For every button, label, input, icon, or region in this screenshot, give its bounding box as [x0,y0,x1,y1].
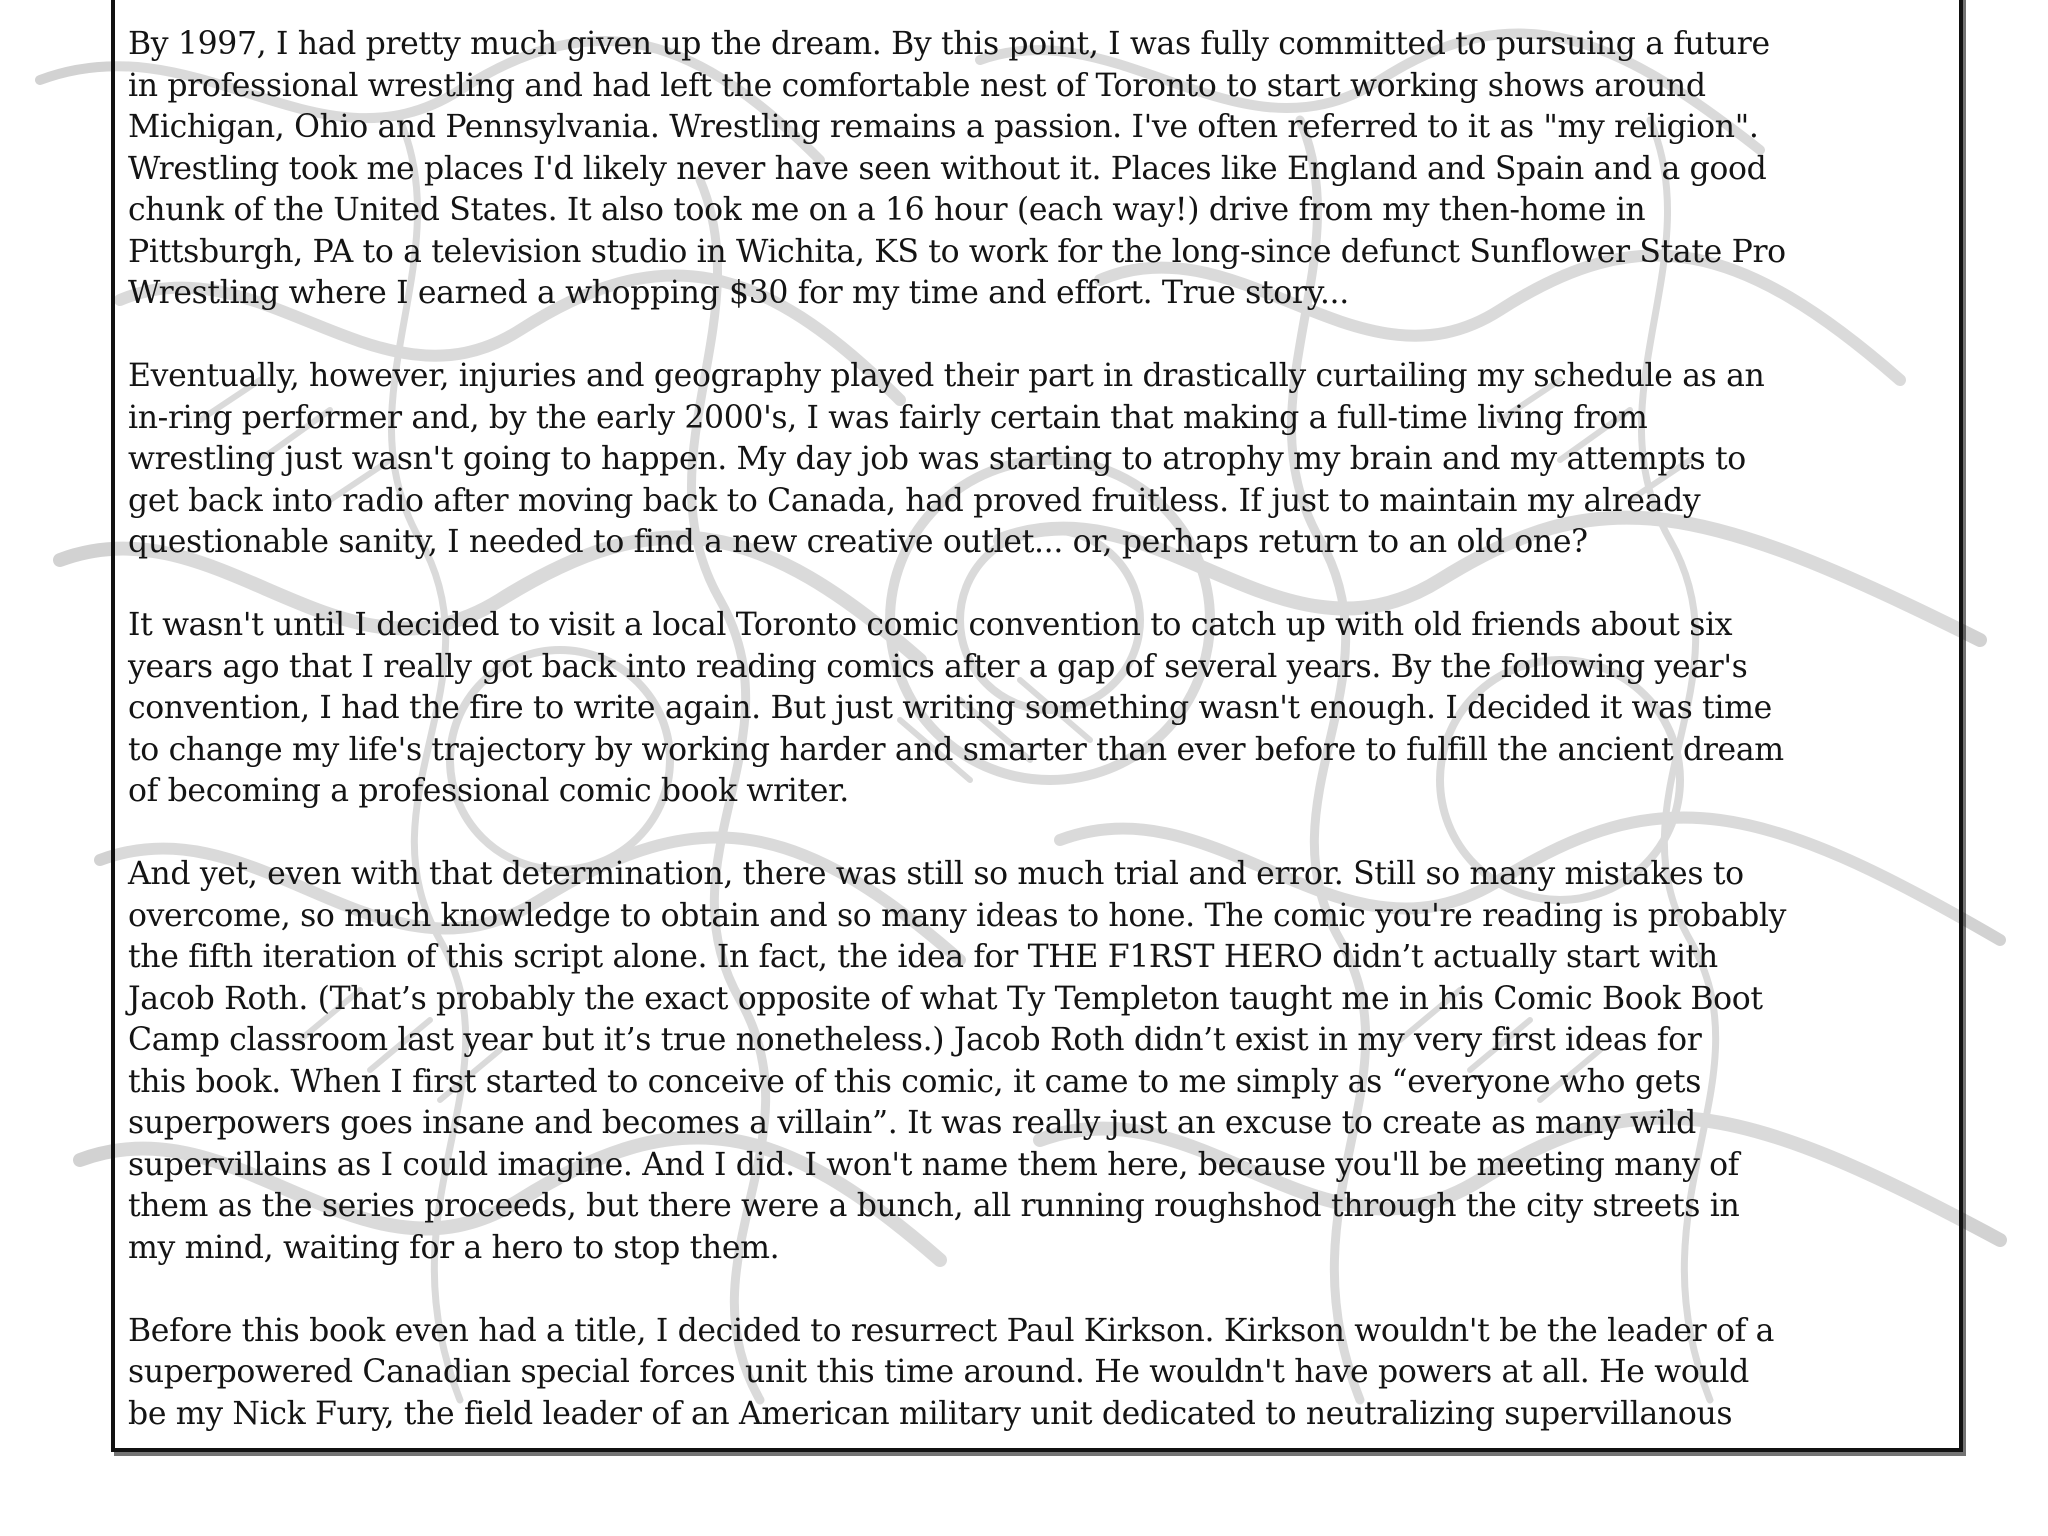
paragraph-2 [128,356,1958,564]
text-line: in-ring performer and, by the early 2000's, I was fairly certain that making a full-time living from [128,399,1648,436]
text-line: Jacob Roth. (That’s probably the exact opposite of what Ty Templeton taught me in his Comic Book Boot [128,980,1763,1017]
text-line: to change my life's trajectory by working harder and smarter than ever before to fulfill the ancient dream [128,731,1784,768]
text-line: Pittsburgh, PA to a television studio in Wichita, KS to work for the long-since defunct Sunflower State Pro [128,233,1786,270]
text-line: superpowers goes insane and becomes a villain”. It was really just an excuse to create as many wild [128,1105,1696,1141]
paragraph-1 [128,24,1958,315]
text-line: Eventually, however, injuries and geography played their part in drastically curtailing my schedule as an [128,358,1765,394]
paragraph-3 [128,605,1958,813]
text-line: Michigan, Ohio and Pennsylvania. Wrestling remains a passion. I've often referred to it as "my religion". [128,109,1759,145]
text-line: this book. When I first started to conceive of this comic, it came to me simply as “everyone who gets [128,1063,1702,1100]
text-line: It wasn't until I decided to visit a local Toronto comic convention to catch up with old friends about six [128,607,1733,643]
text-line: convention, I had the fire to write again. But just writing something wasn't enough. I decided it was time [128,690,1772,726]
text-line: Before this book even had a title, I decided to resurrect Paul Kirkson. Kirkson wouldn't be the leader of a [128,1312,1775,1349]
text-line: questionable sanity, I needed to find a new creative outlet... or, perhaps return to an old one? [128,524,1588,560]
text-line: be my Nick Fury, the field leader of an American military unit dedicated to neutralizing supervillanous [128,1395,1733,1432]
text-line: the fifth iteration of this script alone. In fact, the idea for THE F1RST HERO didn’t actually start with [128,939,1718,975]
text-line: in professional wrestling and had left the comfortable nest of Toronto to start working shows around [128,67,1706,104]
text-line: Wrestling took me places I'd likely never have seen without it. Places like England and Spain and a good [128,150,1767,187]
text-line: supervillains as I could imagine. And I did. I won't name them here, because you'll be meeting many of [128,1146,1739,1183]
essay-text [128,24,1958,1477]
text-line: overcome, so much knowledge to obtain and so many ideas to hone. The comic you're reading is probably [128,897,1787,934]
text-line: superpowered Canadian special forces unit this time around. He wouldn't have powers at all. He would [128,1354,1749,1390]
text-line: chunk of the United States. It also took me on a 16 hour (each way!) drive from my then-home in [128,192,1646,228]
paragraph-5 [128,1311,1958,1436]
text-line: years ago that I really got back into reading comics after a gap of several years. By the following year's [128,648,1748,685]
text-line: my mind, waiting for a hero to stop them. [128,1229,780,1266]
paragraph-4 [128,854,1958,1269]
text-line: Camp classroom last year but it’s true nonetheless.) Jacob Roth didn’t exist in my very first ideas for [128,1022,1702,1058]
text-line: them as the series proceeds, but there were a bunch, all running roughshod through the city streets in [128,1188,1740,1224]
text-line: And yet, even with that determination, there was still so much trial and error. Still so many mistakes to [128,856,1744,892]
text-line: wrestling just wasn't going to happen. My day job was starting to atrophy my brain and my attempts to [128,441,1746,477]
text-line: of becoming a professional comic book writer. [128,773,849,809]
text-line: get back into radio after moving back to Canada, had proved fruitless. If just to maintain my already [128,482,1701,519]
text-line: Wrestling where I earned a whopping $30 for my time and effort. True story... [128,275,1349,311]
text-line: By 1997, I had pretty much given up the dream. By this point, I was fully committed to pursuing a future [128,26,1770,62]
